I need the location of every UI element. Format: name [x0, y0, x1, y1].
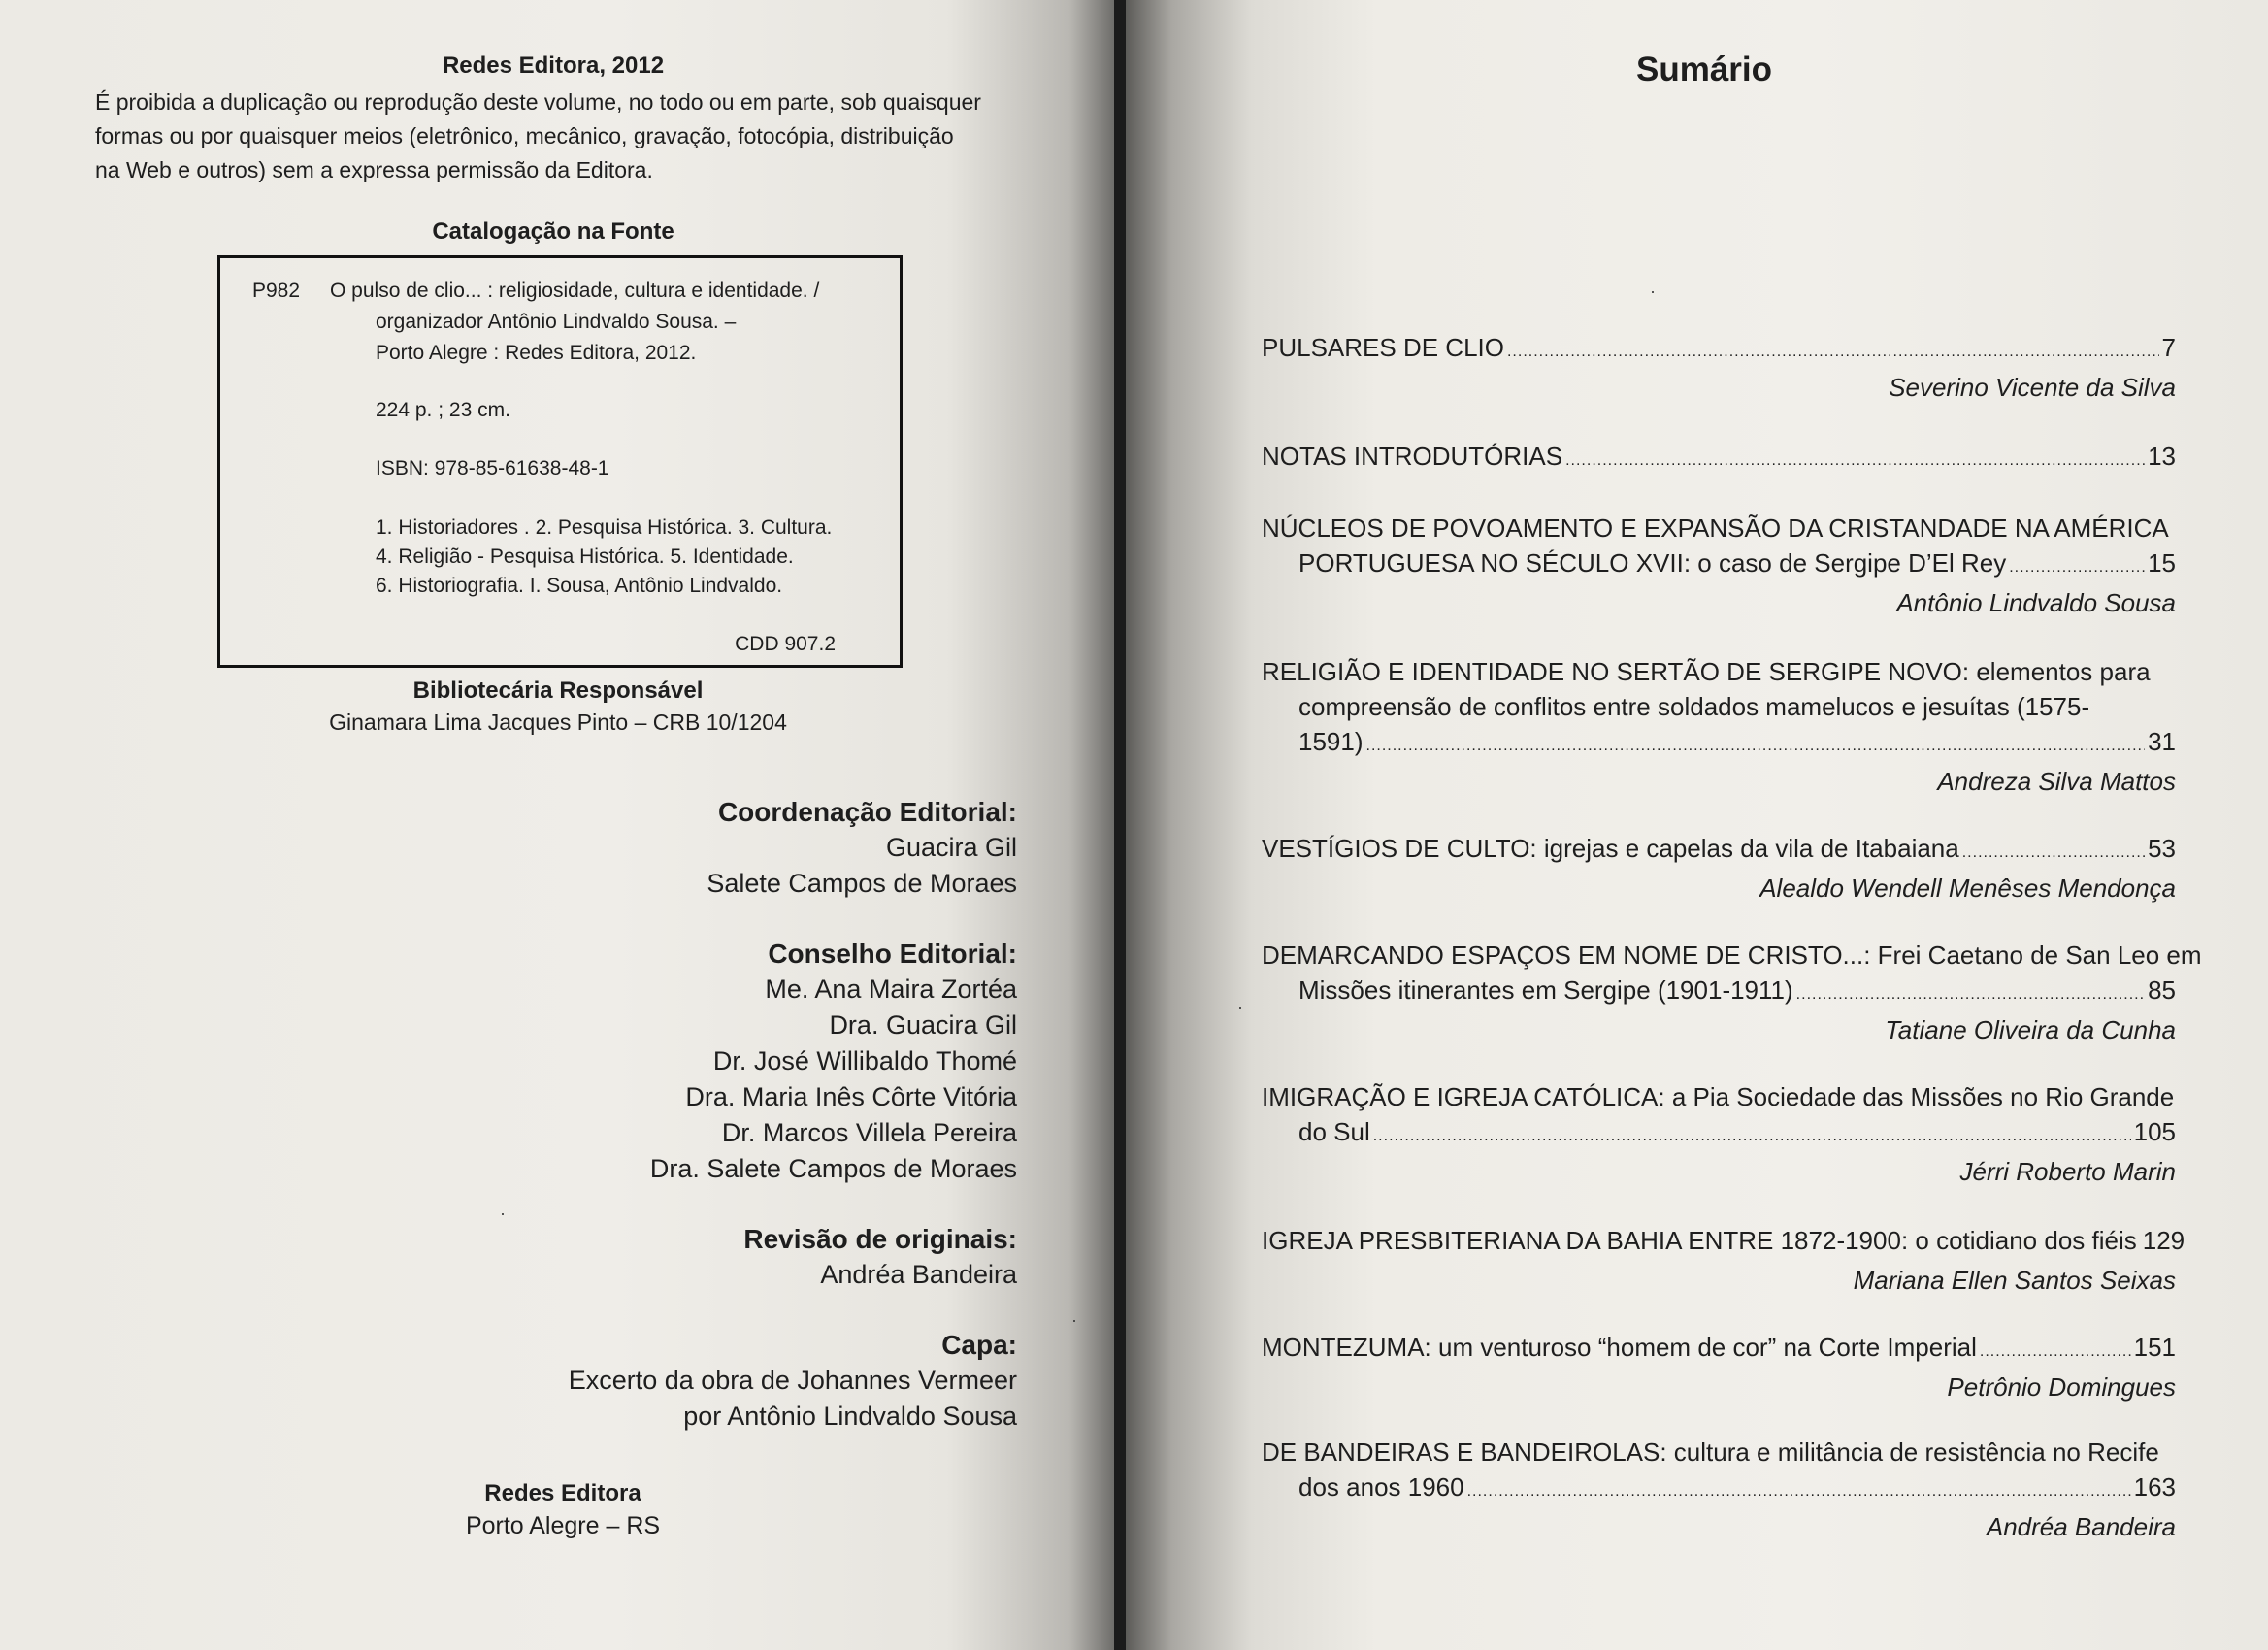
toc-leader-dots — [1507, 330, 2159, 370]
credit-value: Guacira Gil — [885, 833, 1017, 862]
catalog-line: organizador Antônio Lindvaldo Sousa. – — [376, 311, 737, 333]
toc-entry-title-cont: do Sul — [1298, 1117, 1370, 1146]
credit-label: Revisão de originais: — [743, 1224, 1017, 1254]
scan-speck: · — [1071, 1310, 1077, 1330]
toc-entry-title: DE BANDEIRAS E BANDEIROLAS: cultura e militância de resistência no Recife — [1262, 1437, 2159, 1467]
credit-value: Salete Campos de Moraes — [707, 869, 1017, 898]
toc-entry-title: PULSARES DE CLIO — [1262, 333, 1504, 362]
toc-entry-title: IMIGRAÇÃO E IGREJA CATÓLICA: a Pia Sociedade das Missões no Rio Grande — [1262, 1082, 2175, 1111]
toc-entry-title: VESTÍGIOS DE CULTO: igrejas e capelas da vila de Itabaiana — [1262, 834, 1959, 863]
toc-entry[interactable] — [1262, 1223, 2186, 1298]
credit-value: Dra. Salete Campos de Moraes — [649, 1154, 1017, 1183]
toc-entry[interactable] — [1262, 938, 2202, 1047]
toc-entry[interactable] — [1262, 1435, 2176, 1544]
catalog-title: O pulso de clio... : religiosidade, cultura e identidade. / — [330, 280, 820, 302]
catalog-line: 4. Religião - Pesquisa Histórica. 5. Identidade. — [376, 545, 794, 568]
credit-value: Dr. Marcos Villela Pereira — [721, 1118, 1017, 1147]
toc-entry[interactable] — [1262, 831, 2176, 906]
toc-page-number: 105 — [2133, 1117, 2176, 1146]
toc-entry-title-cont: PORTUGUESA NO SÉCULO XVII: o caso de Sergipe D’El Rey — [1298, 548, 2007, 578]
credit-label: Conselho Editorial: — [768, 939, 1017, 969]
toc-leader-dots — [1366, 724, 2146, 764]
toc-leader-dots — [1962, 831, 2145, 871]
scan-speck: · — [1237, 998, 1243, 1017]
imprint-city: Porto Alegre – RS — [465, 1512, 661, 1539]
toc-entry[interactable] — [1262, 330, 2176, 405]
toc-entry-title: DEMARCANDO ESPAÇOS EM NOME DE CRISTO...: Frei Caetano de San Leo em — [1262, 940, 2202, 970]
left-page — [0, 0, 1114, 1650]
credit-value: por Antônio Lindvaldo Sousa — [683, 1402, 1017, 1431]
copyright-line: É proibida a duplicação ou reprodução deste volume, no todo ou em parte, sob quaisquer — [95, 89, 981, 115]
catalog-line: 1. Historiadores . 2. Pesquisa Histórica. 3. Cultura. — [376, 516, 833, 539]
toc-leader-dots — [1980, 1330, 2131, 1370]
toc-page-number: 151 — [2133, 1333, 2176, 1362]
toc-page-number: 129 — [2142, 1226, 2186, 1255]
credit-value: Me. Ana Maira Zortéa — [765, 974, 1017, 1004]
toc-title: Sumário — [1636, 50, 1773, 88]
credits-cover — [569, 1327, 1017, 1435]
scan-speck: · — [1650, 281, 1656, 301]
credit-value: Andréa Bandeira — [820, 1260, 1017, 1289]
toc-page-number: 13 — [2148, 442, 2176, 471]
credits-coordination — [707, 794, 1017, 902]
catalog-line: Porto Alegre : Redes Editora, 2012. — [376, 342, 697, 364]
toc-entry-title: RELIGIÃO E IDENTIDADE NO SERTÃO DE SERGIPE NOVO: elementos para — [1262, 657, 2151, 686]
toc-page-number: 15 — [2148, 548, 2176, 578]
book-gutter — [1114, 0, 1126, 1650]
toc-author: Jérri Roberto Marin — [1959, 1157, 2176, 1186]
imprint-name: Redes Editora — [484, 1480, 641, 1506]
toc-leader-dots — [1796, 973, 2145, 1012]
toc-entry[interactable] — [1262, 1330, 2176, 1404]
toc-leader-dots — [2009, 545, 2145, 585]
toc-author: Andreza Silva Mattos — [1937, 767, 2176, 796]
toc-entry-title: NÚCLEOS DE POVOAMENTO E EXPANSÃO DA CRISTANDADE NA AMÉRICA — [1262, 513, 2169, 543]
toc-entry-title-cont: 1591) — [1298, 727, 1364, 756]
catalog-line: ISBN: 978-85-61638-48-1 — [376, 457, 609, 479]
toc-page-number: 163 — [2133, 1472, 2176, 1502]
toc-author: Andréa Bandeira — [1986, 1512, 2176, 1541]
librarian-label: Bibliotecária Responsável — [412, 677, 704, 704]
publisher-heading: Redes Editora, 2012 — [442, 52, 665, 79]
toc-leader-dots — [1373, 1114, 2131, 1154]
catalog-id: P982 — [252, 280, 301, 302]
credit-value: Dra. Maria Inês Côrte Vitória — [685, 1082, 1017, 1111]
toc-entry-title: IGREJA PRESBITERIANA DA BAHIA ENTRE 1872-1900: o cotidiano dos fiéis — [1262, 1226, 2137, 1255]
credit-label: Capa: — [941, 1330, 1017, 1360]
toc-entry[interactable] — [1262, 1079, 2176, 1189]
credit-label: Coordenação Editorial: — [717, 797, 1017, 827]
toc-entry-title: MONTEZUMA: um venturoso “homem de cor” na Corte Imperial — [1262, 1333, 1977, 1362]
catalog-cdd: CDD 907.2 — [735, 633, 836, 655]
copyright-notice — [95, 85, 1017, 187]
librarian-name: Ginamara Lima Jacques Pinto – CRB 10/1204 — [329, 710, 787, 735]
toc-author: Alealdo Wendell Menêses Mendonça — [1759, 874, 2176, 903]
credit-value: Excerto da obra de Johannes Vermeer — [568, 1366, 1017, 1395]
copyright-line: na Web e outros) sem a expressa permissão da Editora. — [95, 157, 653, 182]
toc-page-number: 7 — [2161, 333, 2176, 362]
catalog-heading: Catalogação na Fonte — [432, 218, 674, 245]
toc-page-number: 53 — [2148, 834, 2176, 863]
toc-author: Mariana Ellen Santos Seixas — [1853, 1266, 2176, 1295]
toc-page-number: 31 — [2148, 727, 2176, 756]
toc-entry[interactable] — [1262, 439, 2176, 478]
toc-entry-title-cont: compreensão de conflitos entre soldados mamelucos e jesuítas (1575- — [1298, 692, 2090, 721]
toc-entry[interactable] — [1262, 654, 2176, 799]
credits-council — [650, 936, 1017, 1187]
credit-value: Dra. Guacira Gil — [829, 1010, 1017, 1040]
catalog-line: 224 p. ; 23 cm. — [376, 399, 510, 421]
credits-revision — [743, 1221, 1017, 1293]
scan-speck: · — [500, 1204, 506, 1223]
copyright-line: formas ou por quaisquer meios (eletrônico, mecânico, gravação, fotocópia, distribuição — [95, 123, 954, 148]
toc-author: Severino Vicente da Silva — [1889, 373, 2176, 402]
toc-author: Tatiane Oliveira da Cunha — [1885, 1015, 2176, 1044]
toc-leader-dots — [1467, 1469, 2131, 1509]
toc-entry-title-cont: dos anos 1960 — [1298, 1472, 1464, 1502]
toc-entry-title: NOTAS INTRODUTÓRIAS — [1262, 442, 1563, 471]
toc-page-number: 85 — [2148, 975, 2176, 1005]
toc-author: Antônio Lindvaldo Sousa — [1896, 588, 2176, 617]
toc-leader-dots — [1565, 439, 2145, 478]
toc-author: Petrônio Domingues — [1947, 1372, 2176, 1402]
toc-entry[interactable] — [1262, 511, 2176, 620]
toc-entry-title-cont: Missões itinerantes em Sergipe (1901-1911) — [1298, 975, 1793, 1005]
catalog-line: 6. Historiografia. I. Sousa, Antônio Lindvaldo. — [376, 575, 783, 597]
credit-value: Dr. José Willibaldo Thomé — [712, 1046, 1017, 1075]
catalog-record-box — [217, 255, 903, 668]
